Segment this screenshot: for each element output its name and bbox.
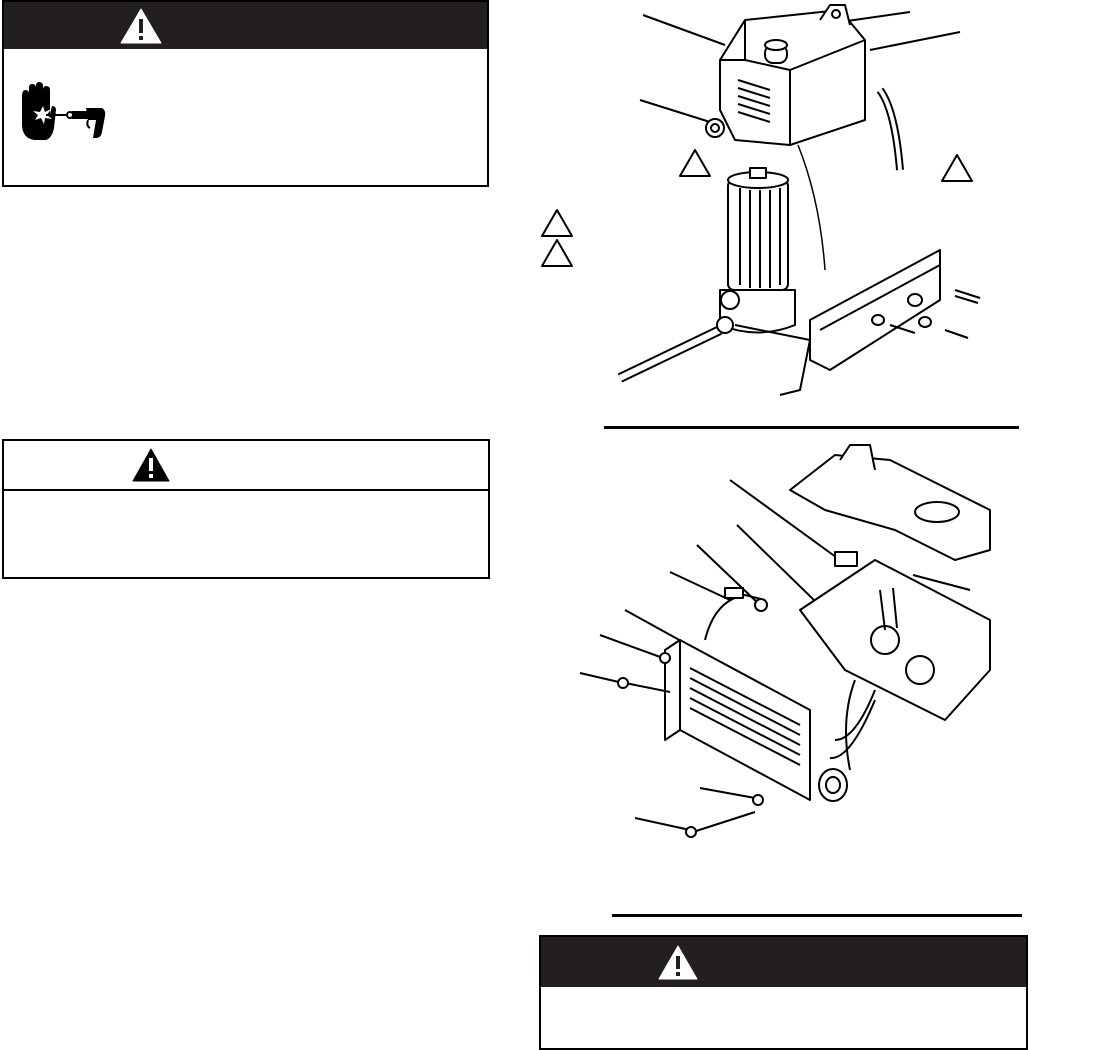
leader-line <box>840 12 910 22</box>
warning-box-bottom <box>539 935 1028 1050</box>
warning-triangle-icon <box>658 945 698 980</box>
figure-divider-rule <box>604 426 1019 429</box>
leader-line <box>870 32 960 50</box>
leader-line <box>635 818 690 830</box>
leader-line <box>700 788 755 798</box>
exploded-view-figure-top <box>520 0 990 415</box>
callout-triangle-icon <box>942 155 972 181</box>
warning-header-bar <box>4 2 487 49</box>
callout-triangle-icon <box>542 240 572 266</box>
warning-box-top <box>2 0 489 187</box>
leader-line <box>600 635 663 658</box>
skin-injection-hazard-icon <box>16 80 108 144</box>
warning-box-middle <box>2 439 490 579</box>
leader-line <box>625 610 683 642</box>
leader-line <box>640 100 710 122</box>
figure-divider-rule <box>612 914 1022 917</box>
warning-header-bar <box>4 441 488 491</box>
leader-line <box>643 15 725 45</box>
callout-triangle-icon <box>542 210 572 236</box>
callout-triangle-icon <box>680 150 710 176</box>
warning-triangle-icon <box>132 448 170 482</box>
leader-line <box>670 572 730 600</box>
warning-header-bar <box>541 937 1026 987</box>
exploded-view-figure-bottom <box>575 440 995 850</box>
leader-line <box>580 673 623 683</box>
warning-triangle-icon <box>120 8 162 44</box>
